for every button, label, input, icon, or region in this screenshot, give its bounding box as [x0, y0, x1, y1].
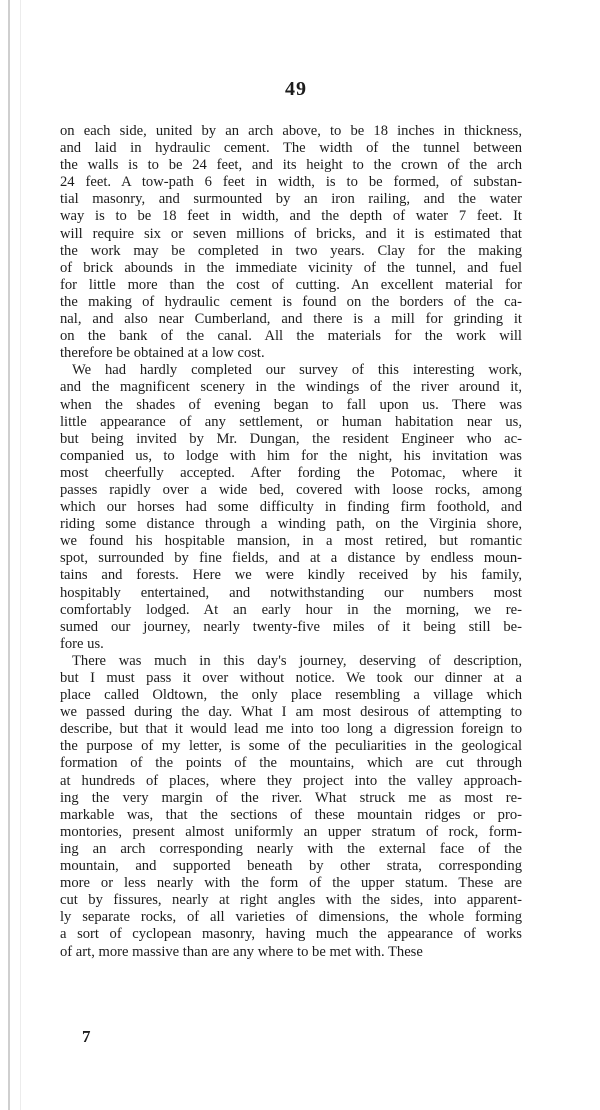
text-line: sumed our journey, nearly twenty-five miles of it being still be-: [60, 618, 522, 635]
text-line: 24 feet. A tow-path 6 feet in width, is to be formed, of substan-: [60, 174, 522, 191]
text-line: markable was, that the sections of these mountain ridges or pro-: [60, 806, 522, 823]
text-line: and the magnificent scenery in the windings of the river around it,: [60, 379, 522, 396]
text-line: companied us, to lodge with him for the night, his invitation was: [60, 447, 522, 464]
text-line: passes rapidly over a wide bed, covered with loose rocks, among: [60, 481, 522, 498]
page-number: 49: [285, 78, 307, 100]
paragraph: [60, 362, 522, 653]
text-line: formation of the points of the mountains, which are cut through: [60, 755, 522, 772]
text-line: ing the very margin of the river. What struck me as most re-: [60, 789, 522, 806]
text-line: a sort of cyclopean masonry, having much the appearance of works: [60, 926, 522, 943]
paragraph: [60, 123, 522, 362]
text-line: of art, more massive than are any where to be met with. These: [60, 943, 423, 960]
text-line: we found his hospitable mansion, in a most retired, but romantic: [60, 533, 522, 550]
binding-edge-shadow: [20, 0, 21, 1110]
signature-mark: 7: [82, 1027, 91, 1046]
text-line: There was much in this day's journey, deserving of description,: [72, 652, 522, 669]
text-line: tial masonry, and surmounted by an iron railing, and the water: [60, 191, 522, 208]
paragraph: [60, 653, 522, 961]
text-line: the work may be completed in two years. Clay for the making: [60, 242, 522, 259]
text-line: and laid in hydraulic cement. The width of the tunnel between: [60, 140, 522, 157]
text-line: fore us.: [60, 635, 104, 652]
text-line: riding some distance through a winding path, on the Virginia shore,: [60, 516, 522, 533]
binding-edge-line: [8, 0, 10, 1110]
text-line: montories, present almost uniformly an upper stratum of rock, form-: [60, 823, 522, 840]
text-line: ly separate rocks, of all varieties of dimensions, the whole forming: [60, 909, 522, 926]
text-line: comfortably lodged. At an early hour in the morning, we re-: [60, 601, 522, 618]
text-line: therefore be obtained at a low cost.: [60, 345, 265, 362]
text-line: will require six or seven millions of bricks, and it is estimated that: [60, 225, 522, 242]
text-line: cut by fissures, nearly at right angles with the sides, into apparent-: [60, 892, 522, 909]
text-line: of brick abounds in the immediate vicinity of the tunnel, and fuel: [60, 259, 522, 276]
book-page: [60, 78, 522, 961]
text-line: most cheerfully accepted. After fording the Potomac, where it: [60, 464, 522, 481]
text-line: on each side, united by an arch above, to be 18 inches in thickness,: [60, 123, 522, 139]
text-line: but I must pass it over without notice. We took our dinner at a: [60, 670, 522, 686]
text-line: at hundreds of places, where they project into the valley approach-: [60, 772, 522, 789]
text-line: little appearance of any settlement, or human habitation near us,: [60, 413, 522, 430]
text-line: tains and forests. Here we were kindly received by his family,: [60, 567, 522, 584]
text-line: We had hardly completed our survey of this interesting work,: [72, 362, 522, 379]
text-line: place called Oldtown, the only place resembling a village which: [60, 687, 522, 704]
text-line: describe, but that it would lead me into too long a digression foreign to: [60, 721, 522, 738]
text-line: hospitably entertained, and notwithstanding our numbers most: [60, 584, 522, 601]
text-line: mountain, and supported beneath by other strata, corresponding: [60, 858, 522, 875]
text-line: but being invited by Mr. Dungan, the resident Engineer who ac-: [60, 430, 522, 447]
text-line: the purpose of my letter, is some of the peculiarities in the geological: [60, 738, 522, 755]
text-line: we passed during the day. What I am most desirous of attempting to: [60, 704, 522, 721]
text-line: way is to be 18 feet in width, and the depth of water 7 feet. It: [60, 208, 522, 225]
text-line: the making of hydraulic cement is found on the borders of the ca-: [60, 293, 522, 310]
text-line: nal, and also near Cumberland, and there is a mill for grinding it: [60, 311, 522, 328]
text-line: on the bank of the canal. All the materials for the work will: [60, 328, 522, 345]
text-line: more or less nearly with the form of the upper statum. These are: [60, 875, 522, 892]
text-line: for little more than the cost of cutting. An excellent material for: [60, 276, 522, 293]
text-line: ing an arch corresponding nearly with the external face of the: [60, 840, 522, 857]
text-line: the walls is to be 24 feet, and its height to the crown of the arch: [60, 157, 522, 174]
text-line: when the shades of evening began to fall upon us. There was: [60, 396, 522, 413]
text-line: spot, surrounded by fine fields, and at a distance by endless moun-: [60, 550, 522, 567]
text-line: which our horses had some difficulty in finding firm foothold, and: [60, 499, 522, 516]
body-text: [60, 123, 522, 961]
